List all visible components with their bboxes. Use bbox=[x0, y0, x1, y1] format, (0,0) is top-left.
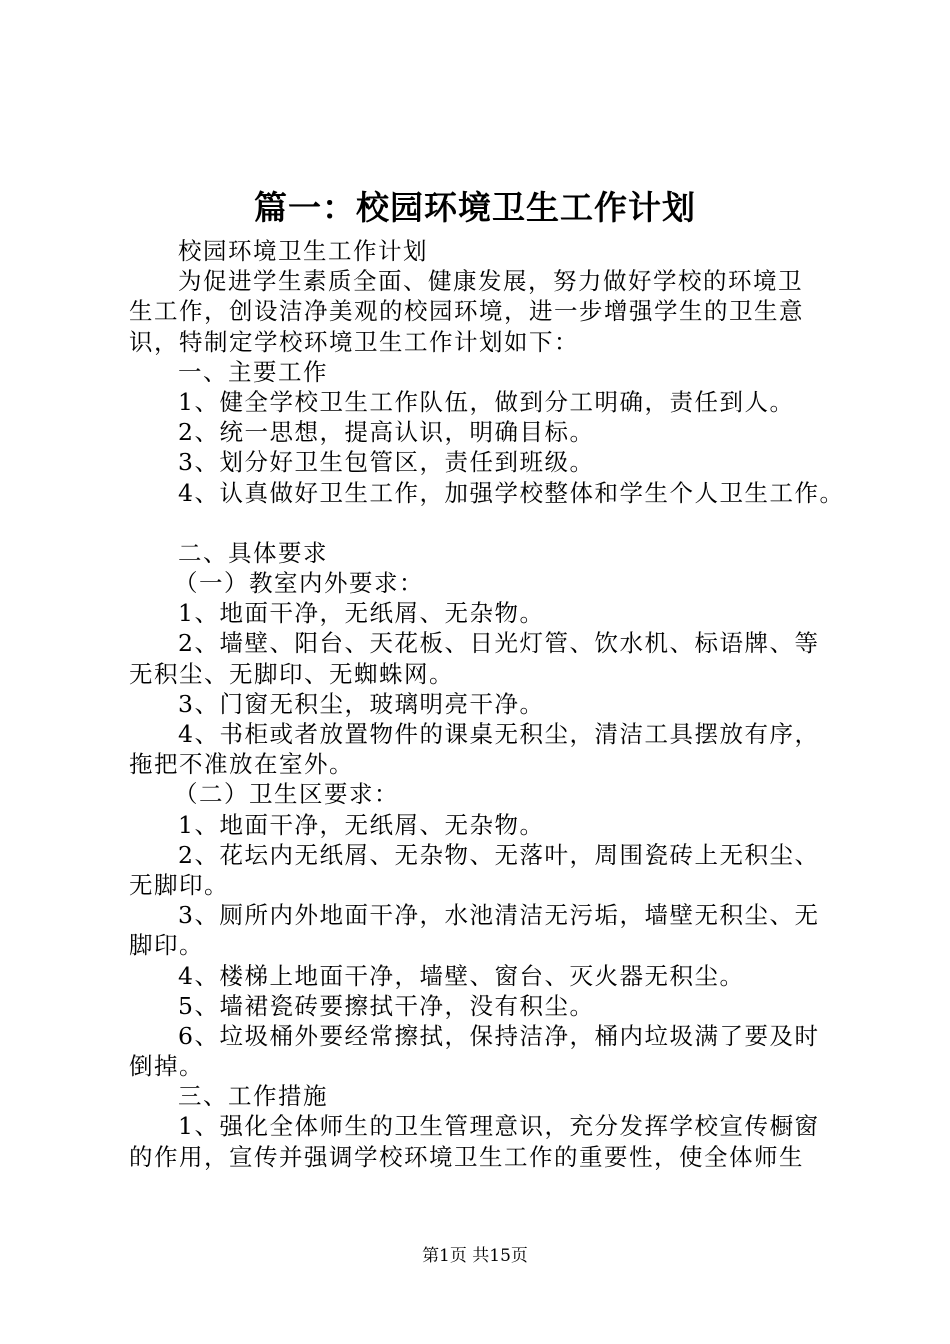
list-item: 3、门窗无积尘，玻璃明亮干净。 bbox=[178, 689, 545, 718]
list-item-continuation: 无脚印。 bbox=[129, 870, 229, 899]
page-footer: 第1页 共15页 bbox=[422, 1246, 528, 1266]
blank-line bbox=[129, 508, 835, 538]
list-item-continuation: 拖把不准放在室外。 bbox=[129, 750, 354, 779]
list-item: 3、厕所内外地面干净，水池清洁无污垢，墙壁无积尘、无 bbox=[178, 901, 820, 930]
paragraph-line: 校园环境卫生工作计划 bbox=[178, 237, 428, 265]
subsection-heading: （一）教室内外要求： bbox=[174, 569, 424, 598]
list-item-continuation: 的作用，宣传并强调学校环境卫生工作的重要性，使全体师生 bbox=[129, 1142, 804, 1171]
list-item-continuation: 脚印。 bbox=[129, 931, 204, 960]
section-heading: 三、工作措施 bbox=[178, 1082, 328, 1111]
list-item: 6、垃圾桶外要经常擦拭，保持洁净，桶内垃圾满了要及时 bbox=[178, 1021, 820, 1050]
paragraph-line: 为促进学生素质全面、健康发展，努力做好学校的环境卫 bbox=[178, 267, 803, 296]
paragraph-line: 生工作，创设洁净美观的校园环境，进一步增强学生的卫生意 bbox=[129, 297, 804, 326]
list-item: 3、划分好卫生包管区，责任到班级。 bbox=[178, 448, 595, 477]
list-item-continuation: 无积尘、无脚印、无蜘蛛网。 bbox=[129, 659, 454, 688]
list-item: 4、楼梯上地面干净，墙壁、窗台、灭火器无积尘。 bbox=[178, 961, 745, 990]
document-body bbox=[129, 236, 845, 1172]
list-item: 2、统一思想，提高认识，明确目标。 bbox=[178, 418, 595, 447]
list-item: 1、强化全体师生的卫生管理意识，充分发挥学校宣传橱窗 bbox=[178, 1112, 820, 1141]
list-item: 4、书柜或者放置物件的课桌无积尘，清洁工具摆放有序， bbox=[178, 720, 820, 748]
paragraph-line: 识，特制定学校环境卫生工作计划如下： bbox=[129, 327, 579, 356]
document-title: 篇一：校园环境卫生工作计划 bbox=[254, 188, 696, 227]
section-heading: 二、具体要求 bbox=[178, 538, 328, 567]
list-item: 1、地面干净，无纸屑、无杂物。 bbox=[178, 599, 545, 628]
list-item: 1、健全学校卫生工作队伍，做到分工明确，责任到人。 bbox=[178, 387, 795, 416]
section-heading: 一、主要工作 bbox=[178, 357, 328, 386]
list-item: 5、墙裙瓷砖要擦拭干净，没有积尘。 bbox=[178, 991, 595, 1020]
list-item: 2、花坛内无纸屑、无杂物、无落叶，周围瓷砖上无积尘、 bbox=[178, 840, 820, 869]
list-item: 4、认真做好卫生工作，加强学校整体和学生个人卫生工作。 bbox=[178, 478, 845, 507]
list-item-continuation: 倒掉。 bbox=[129, 1052, 204, 1081]
subsection-heading: （二）卫生区要求： bbox=[174, 780, 399, 809]
list-item: 2、墙壁、阳台、天花板、日光灯管、饮水机、标语牌、等 bbox=[178, 629, 820, 658]
list-item: 1、地面干净，无纸屑、无杂物。 bbox=[178, 810, 545, 839]
